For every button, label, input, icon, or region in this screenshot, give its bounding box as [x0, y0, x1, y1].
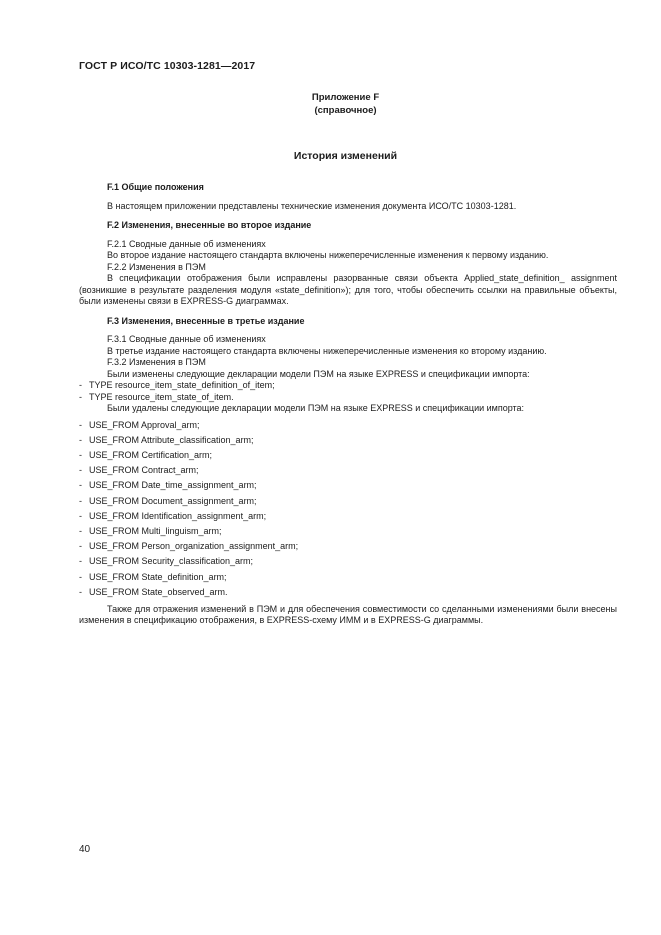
section-f3-1-heading: F.3.1 Сводные данные об изменениях: [107, 334, 266, 344]
changed-declarations-intro: Были изменены следующие декларации модели ПЭМ на языке EXPRESS и спецификации импорта:: [107, 368, 530, 379]
list-item: - USE_FROM Document_assignment_arm;: [79, 495, 257, 506]
history-title: История изменений: [293, 150, 398, 162]
list-item: - USE_FROM State_observed_arm.: [79, 586, 228, 597]
list-item: - TYPE resource_item_state_definition_of_item;: [79, 380, 275, 390]
section-f3-heading: F.3 Изменения, внесенные в третье издание: [107, 315, 305, 326]
removed-declarations-list: [79, 418, 617, 600]
section-f2-1-heading: F.2.1 Сводные данные об изменениях: [107, 238, 266, 249]
dash-marker: -: [79, 391, 82, 402]
list-item: - USE_FROM Identification_assignment_arm;: [79, 510, 267, 521]
dash-marker: -: [79, 380, 82, 390]
list-item: - USE_FROM Multi_linguism_arm;: [79, 525, 222, 536]
list-item: - USE_FROM Security_classification_arm;: [79, 556, 254, 567]
removed-declarations-intro: Были удалены следующие декларации модели ПЭМ на языке EXPRESS и спецификации импорта:: [107, 403, 525, 413]
annex-subtitle: (справочное): [314, 105, 377, 116]
closing-paragraph: Также для отражения изменений в ПЭМ и для обеспечения совместимости со сделанными изменениями были внесены изменения в спецификацию отображения, в EXPRESS-схему ИММ и в EXPRESS-G диаграммы.: [79, 603, 617, 626]
section-f3-1-text: В третье издание настоящего стандарта включены нижеперечисленные изменения ко второму изданию.: [107, 345, 547, 356]
list-item: - USE_FROM Contract_arm;: [79, 465, 199, 476]
section-f1-text: В настоящем приложении представлены технические изменения документа ИСО/ТС 10303-1281.: [107, 200, 517, 211]
section-f1-heading: F.1 Общие положения: [107, 182, 204, 192]
list-item: - USE_FROM Attribute_classification_arm;: [79, 434, 254, 445]
document-body: [79, 182, 617, 627]
list-item: - USE_FROM Approval_arm;: [79, 419, 200, 430]
page-number: 40: [79, 844, 91, 855]
list-item: - USE_FROM Date_time_assignment_arm;: [79, 480, 257, 491]
list-item: - USE_FROM Certification_arm;: [79, 449, 213, 460]
section-f3-2-heading: F.3.2 Изменения в ПЭМ: [107, 357, 206, 367]
section-f2-2-heading: F.2.2 Изменения в ПЭМ: [107, 261, 206, 272]
annex-heading: [0, 91, 661, 117]
section-f2-heading: F.2 Изменения, внесенные во второе издание: [107, 220, 312, 230]
list-item: - USE_FROM State_definition_arm;: [79, 571, 227, 582]
standard-code-header: ГОСТ Р ИСО/ТС 10303-1281—2017: [79, 60, 256, 72]
list-item: - TYPE resource_item_state_of_item.: [79, 391, 234, 402]
section-f2-2-text: В спецификации отображения были исправлены разорванные связи объекта Applied_state_definition_ assignment (возникшие в результате разделения модуля «state_definition»); для того, чтобы обеспечить ссылки на правильные объекты, были изменены связи в EXPRESS-G диаграммах.: [79, 273, 617, 306]
section-f2-1-text: Во второе издание настоящего стандарта включены нижеперечисленные изменения к первому изданию.: [107, 250, 549, 260]
annex-title: Приложение F: [311, 92, 380, 103]
changed-declarations-list: [79, 380, 617, 403]
list-item: - USE_FROM Person_organization_assignment_arm;: [79, 541, 299, 552]
